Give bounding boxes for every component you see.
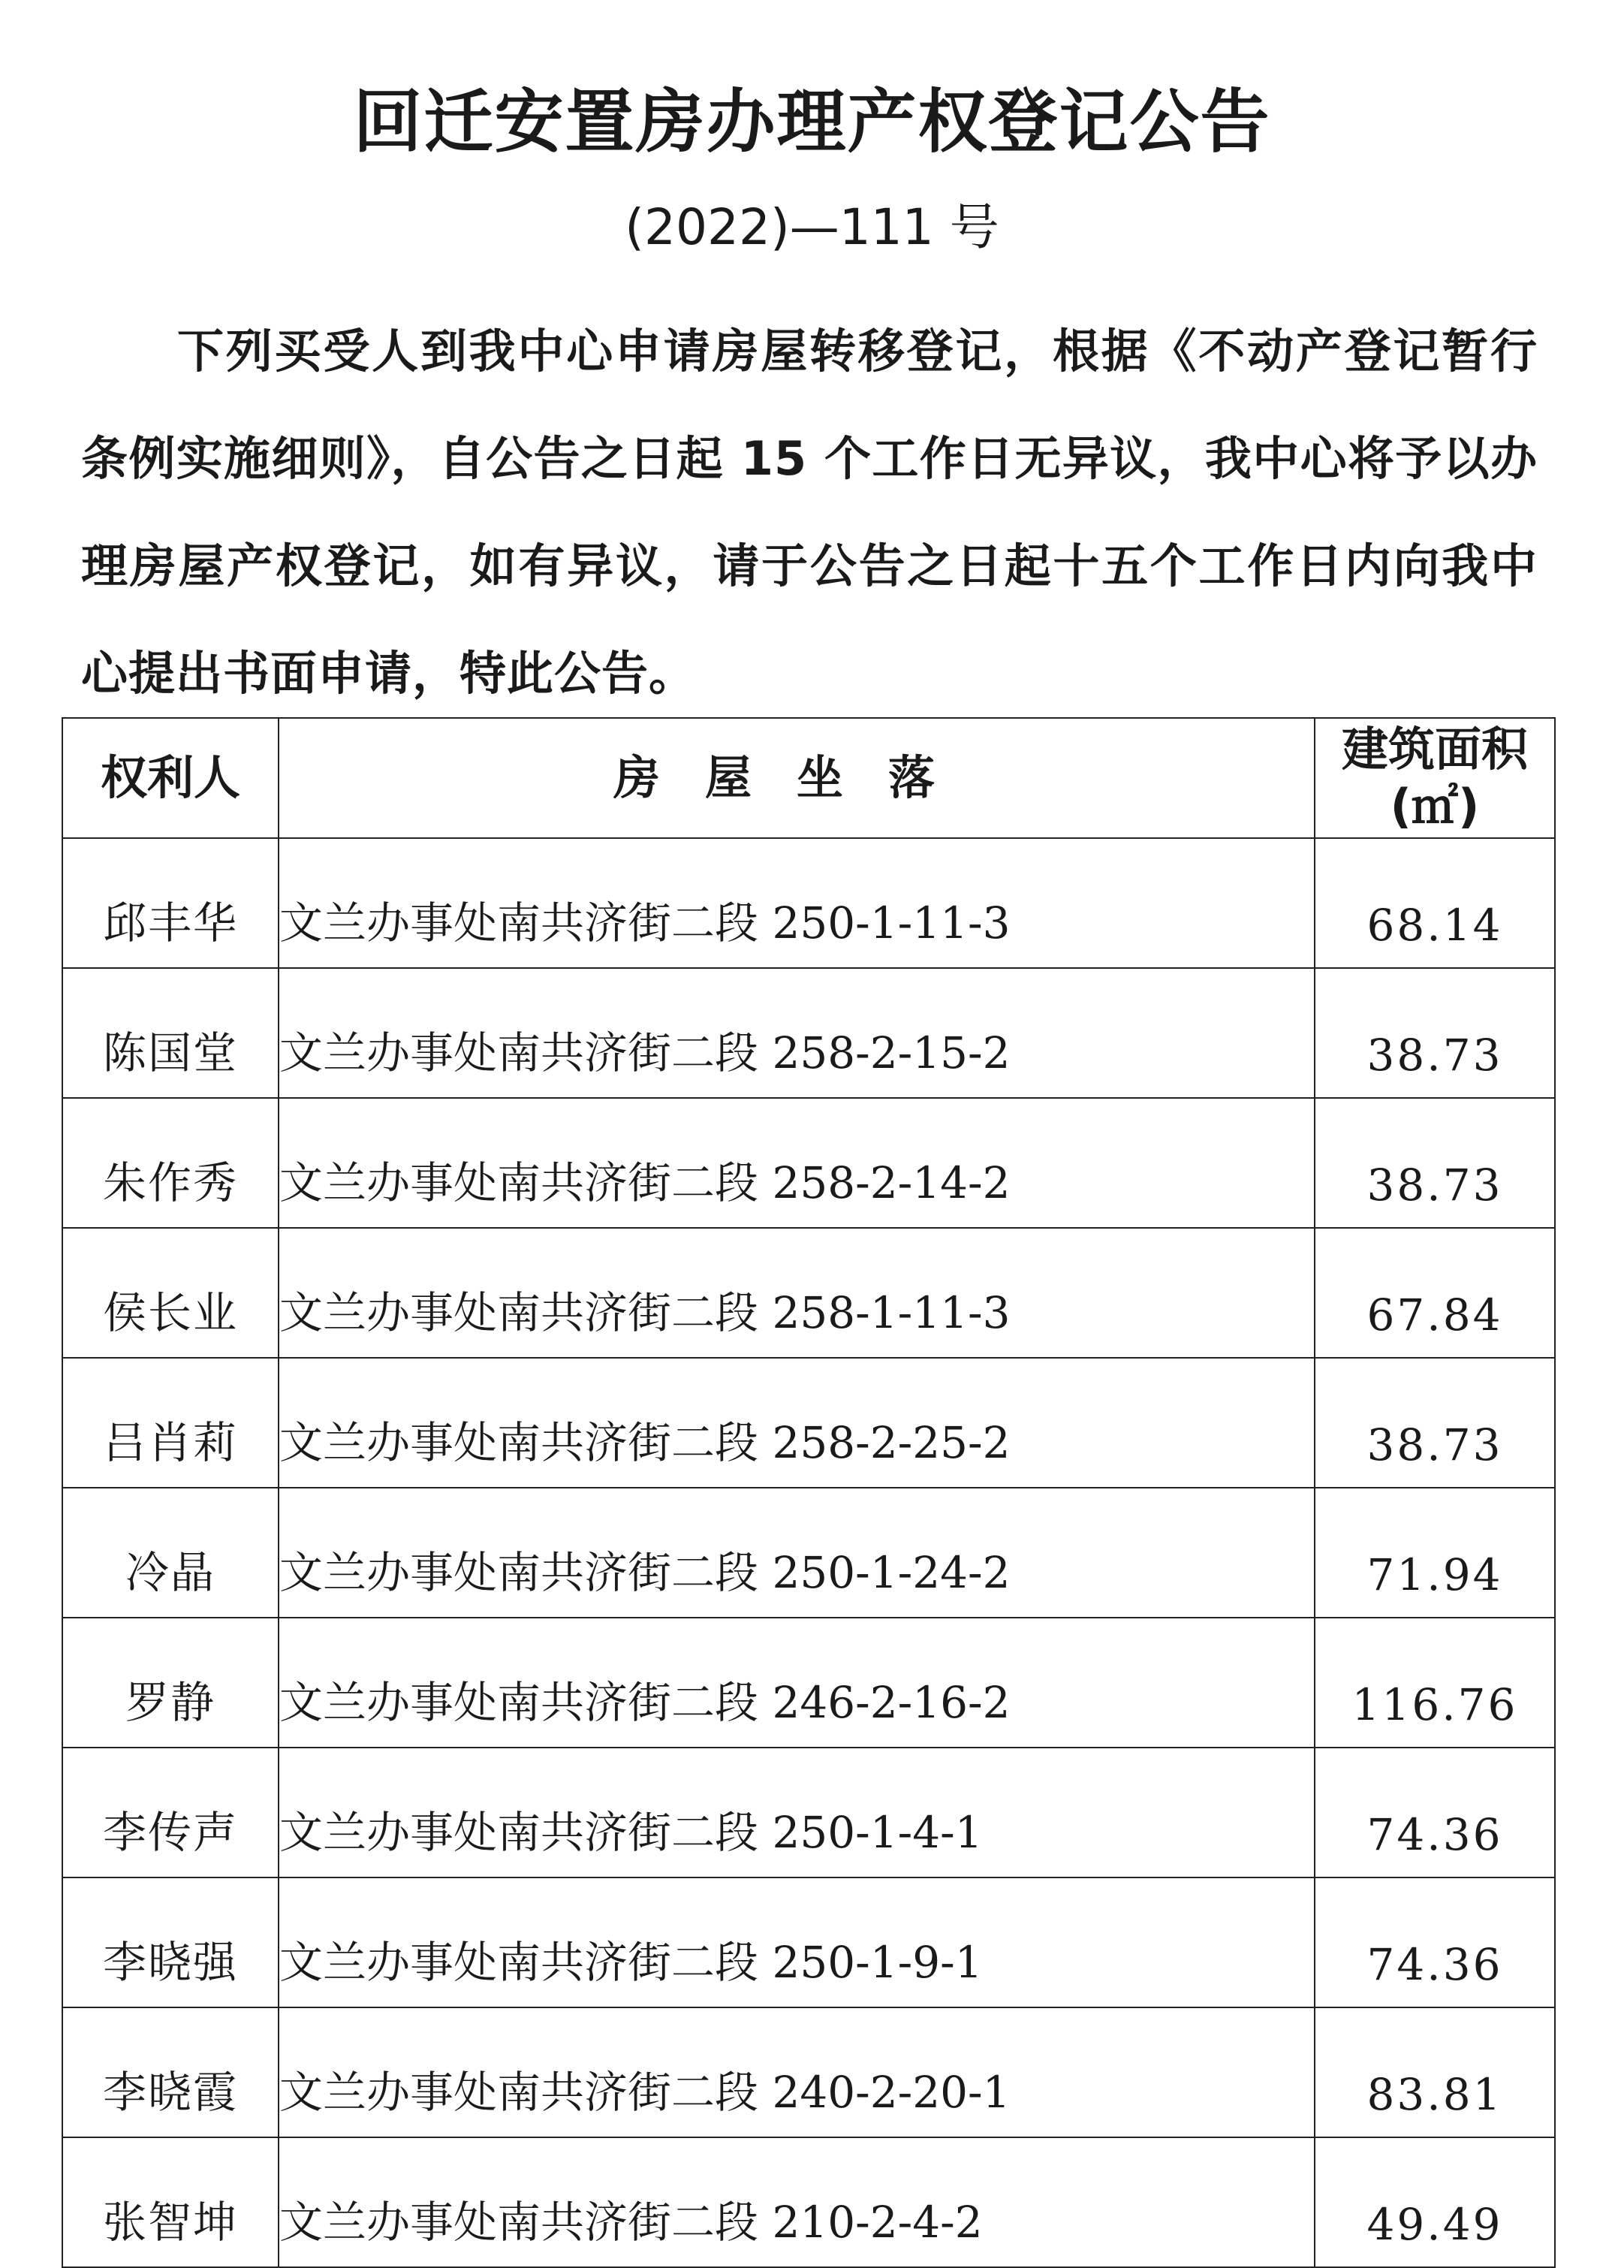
location-cell: 文兰办事处南共济街二段 250-1-11-3 — [279, 838, 1315, 968]
area-cell: 74.36 — [1315, 1877, 1555, 2007]
area-cell: 83.81 — [1315, 2007, 1555, 2137]
area-cell: 116.76 — [1315, 1618, 1555, 1748]
location-cell: 文兰办事处南共济街二段 246-2-16-2 — [279, 1618, 1315, 1748]
table-row — [62, 1618, 1555, 1748]
table-row — [62, 1877, 1555, 2007]
location-cell: 文兰办事处南共济街二段 250-1-9-1 — [279, 1877, 1315, 2007]
area-cell: 71.94 — [1315, 1488, 1555, 1618]
owner-cell: 李传声 — [62, 1748, 279, 1877]
header-area-label: 建筑面积 — [1341, 722, 1528, 777]
location-cell: 文兰办事处南共济街二段 250-1-4-1 — [279, 1748, 1315, 1877]
notice-title: 回迁安置房办理产权登记公告 — [353, 82, 1271, 162]
table-row — [62, 838, 1555, 968]
table-row — [62, 1228, 1555, 1358]
header-owner: 权利人 — [62, 718, 279, 838]
area-cell: 38.73 — [1315, 1358, 1555, 1488]
area-cell: 38.73 — [1315, 1098, 1555, 1228]
registration-table — [62, 717, 1556, 2268]
owner-cell: 李晓强 — [62, 1877, 279, 2007]
owner-cell: 陈国堂 — [62, 968, 279, 1098]
owner-cell: 吕肖莉 — [62, 1358, 279, 1488]
owner-cell: 侯长业 — [62, 1228, 279, 1358]
header-area-unit: (㎡) — [1390, 779, 1480, 834]
table-header-row — [62, 718, 1555, 838]
location-cell: 文兰办事处南共济街二段 210-2-4-2 — [279, 2137, 1315, 2267]
owner-cell: 冷晶 — [62, 1488, 279, 1618]
area-cell: 68.14 — [1315, 838, 1555, 968]
table-row — [62, 1748, 1555, 1877]
location-cell: 文兰办事处南共济街二段 258-2-15-2 — [279, 968, 1315, 1098]
table-row — [62, 2137, 1555, 2267]
area-cell: 74.36 — [1315, 1748, 1555, 1877]
table-row — [62, 1488, 1555, 1618]
owner-cell: 李晓霞 — [62, 2007, 279, 2137]
header-location: 房屋坐落 — [279, 718, 1315, 838]
notice-number: (2022)—111 号 — [625, 198, 999, 256]
location-cell: 文兰办事处南共济街二段 240-2-20-1 — [279, 2007, 1315, 2137]
area-cell: 49.49 — [1315, 2137, 1555, 2267]
location-cell: 文兰办事处南共济街二段 258-2-14-2 — [279, 1098, 1315, 1228]
table-row — [62, 1098, 1555, 1228]
owner-cell: 邱丰华 — [62, 838, 279, 968]
owner-cell: 罗静 — [62, 1618, 279, 1748]
table-row — [62, 2007, 1555, 2137]
area-cell: 67.84 — [1315, 1228, 1555, 1358]
owner-cell: 朱作秀 — [62, 1098, 279, 1228]
table-row — [62, 968, 1555, 1098]
location-cell: 文兰办事处南共济街二段 258-1-11-3 — [279, 1228, 1315, 1358]
notice-body: 下列买受人到我中心申请房屋转移登记，根据《不动产登记暂行条例实施细则》，自公告之日起 15 个工作日无异议，我中心将予以办理房屋产权登记，如有异议，请于公告之日起十五个工作日内向我中心提出书面申请，特此公告。 — [81, 324, 1538, 701]
table-row — [62, 1358, 1555, 1488]
location-cell: 文兰办事处南共济街二段 258-2-25-2 — [279, 1358, 1315, 1488]
header-area — [1315, 718, 1555, 838]
owner-cell: 张智坤 — [62, 2137, 279, 2267]
location-cell: 文兰办事处南共济街二段 250-1-24-2 — [279, 1488, 1315, 1618]
area-cell: 38.73 — [1315, 968, 1555, 1098]
